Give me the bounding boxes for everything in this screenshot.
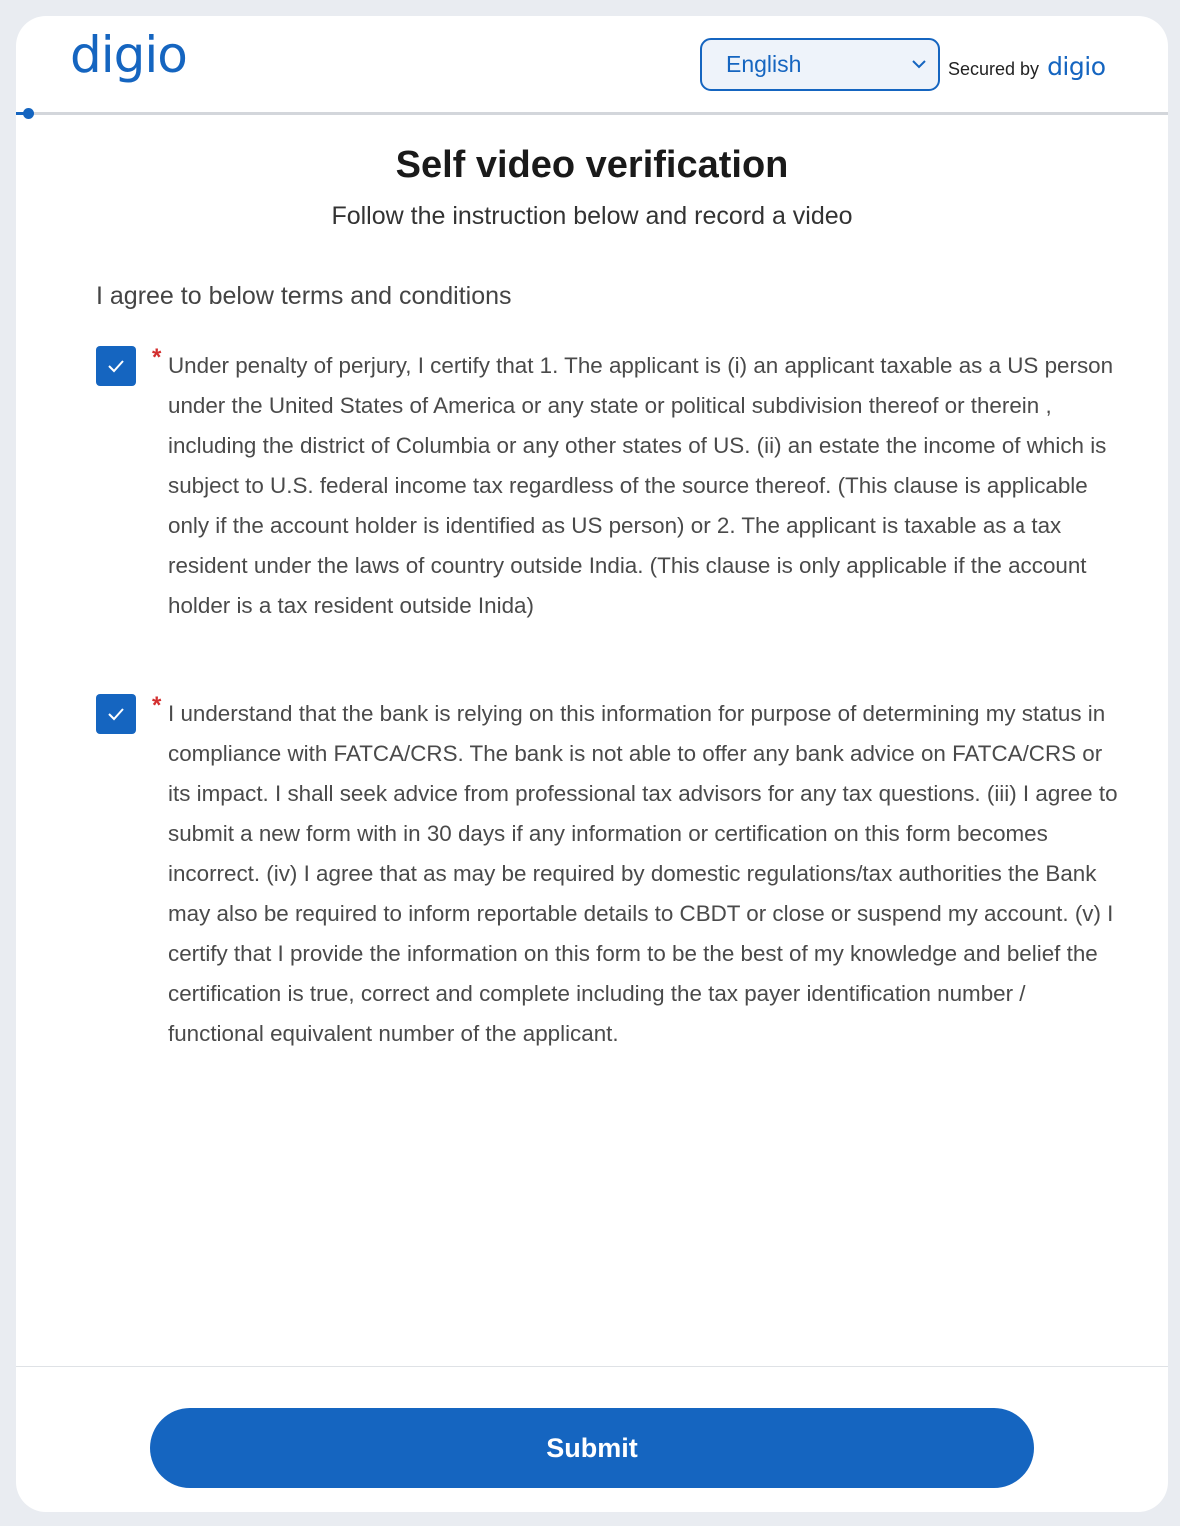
language-selected-value: English — [726, 51, 802, 77]
term-text-fatca: I understand that the bank is relying on this information for purpose of determining my status in compliance with FATCA/CRS. The bank is not able to offer any bank advice on FATCA/CRS or its impact. I shall seek advice from professional tax advisors for any tax questions. (iii) I agree to submit a new form with in 30 days if any information or certification on this form becomes incorrect. (iv) I agree that as may be required by domestic regulations/tax authorities the Bank may also be required to inform reportable details to CBDT or close or suspend my account. (v) I certify that I provide the information on this form to be the best of my knowledge and belief the certification is true, correct and complete including the tax payer identification number / functional equivalent number of the applicant. — [168, 701, 1118, 1046]
page-title: Self video verification — [395, 144, 789, 186]
term-item-fatca — [96, 694, 1126, 1094]
language-select[interactable] — [700, 38, 940, 91]
required-asterisk: * — [152, 344, 162, 371]
submit-button[interactable]: Submit — [150, 1408, 1034, 1488]
digio-logo: digio — [70, 26, 187, 84]
secured-by-label: Secured by — [948, 59, 1040, 79]
required-asterisk: * — [152, 692, 162, 719]
term-item-perjury — [96, 346, 1126, 666]
terms-heading: I agree to below terms and conditions — [96, 282, 512, 310]
progress-indicator-dot — [23, 108, 34, 119]
verification-card — [16, 16, 1168, 1512]
secured-by-logo: digio — [1047, 52, 1106, 81]
term-checkbox-perjury[interactable] — [96, 346, 136, 386]
header — [16, 16, 1168, 114]
progress-bar — [16, 112, 1168, 115]
secured-by — [948, 52, 1106, 81]
footer-divider — [16, 1366, 1168, 1367]
term-text-perjury: Under penalty of perjury, I certify that 1. The applicant is (i) an applicant taxable as a US person under the United States of America or any state or political subdivision thereof or therein , including the district of Columbia or any other states of US. (ii) an estate the income of which is subject to U.S. federal income tax regardless of the source thereof. (This clause is applicable only if the account holder is identified as US person) or 2. The applicant is taxable as a tax resident under the laws of country outside India. (This clause is only applicable if the account holder is a tax resident outside Inida) — [168, 353, 1114, 618]
page-subtitle: Follow the instruction below and record a video — [331, 202, 853, 230]
checkmark-icon — [105, 703, 127, 725]
checkmark-icon — [105, 355, 127, 377]
term-checkbox-fatca[interactable] — [96, 694, 136, 734]
chevron-down-icon — [910, 55, 928, 73]
